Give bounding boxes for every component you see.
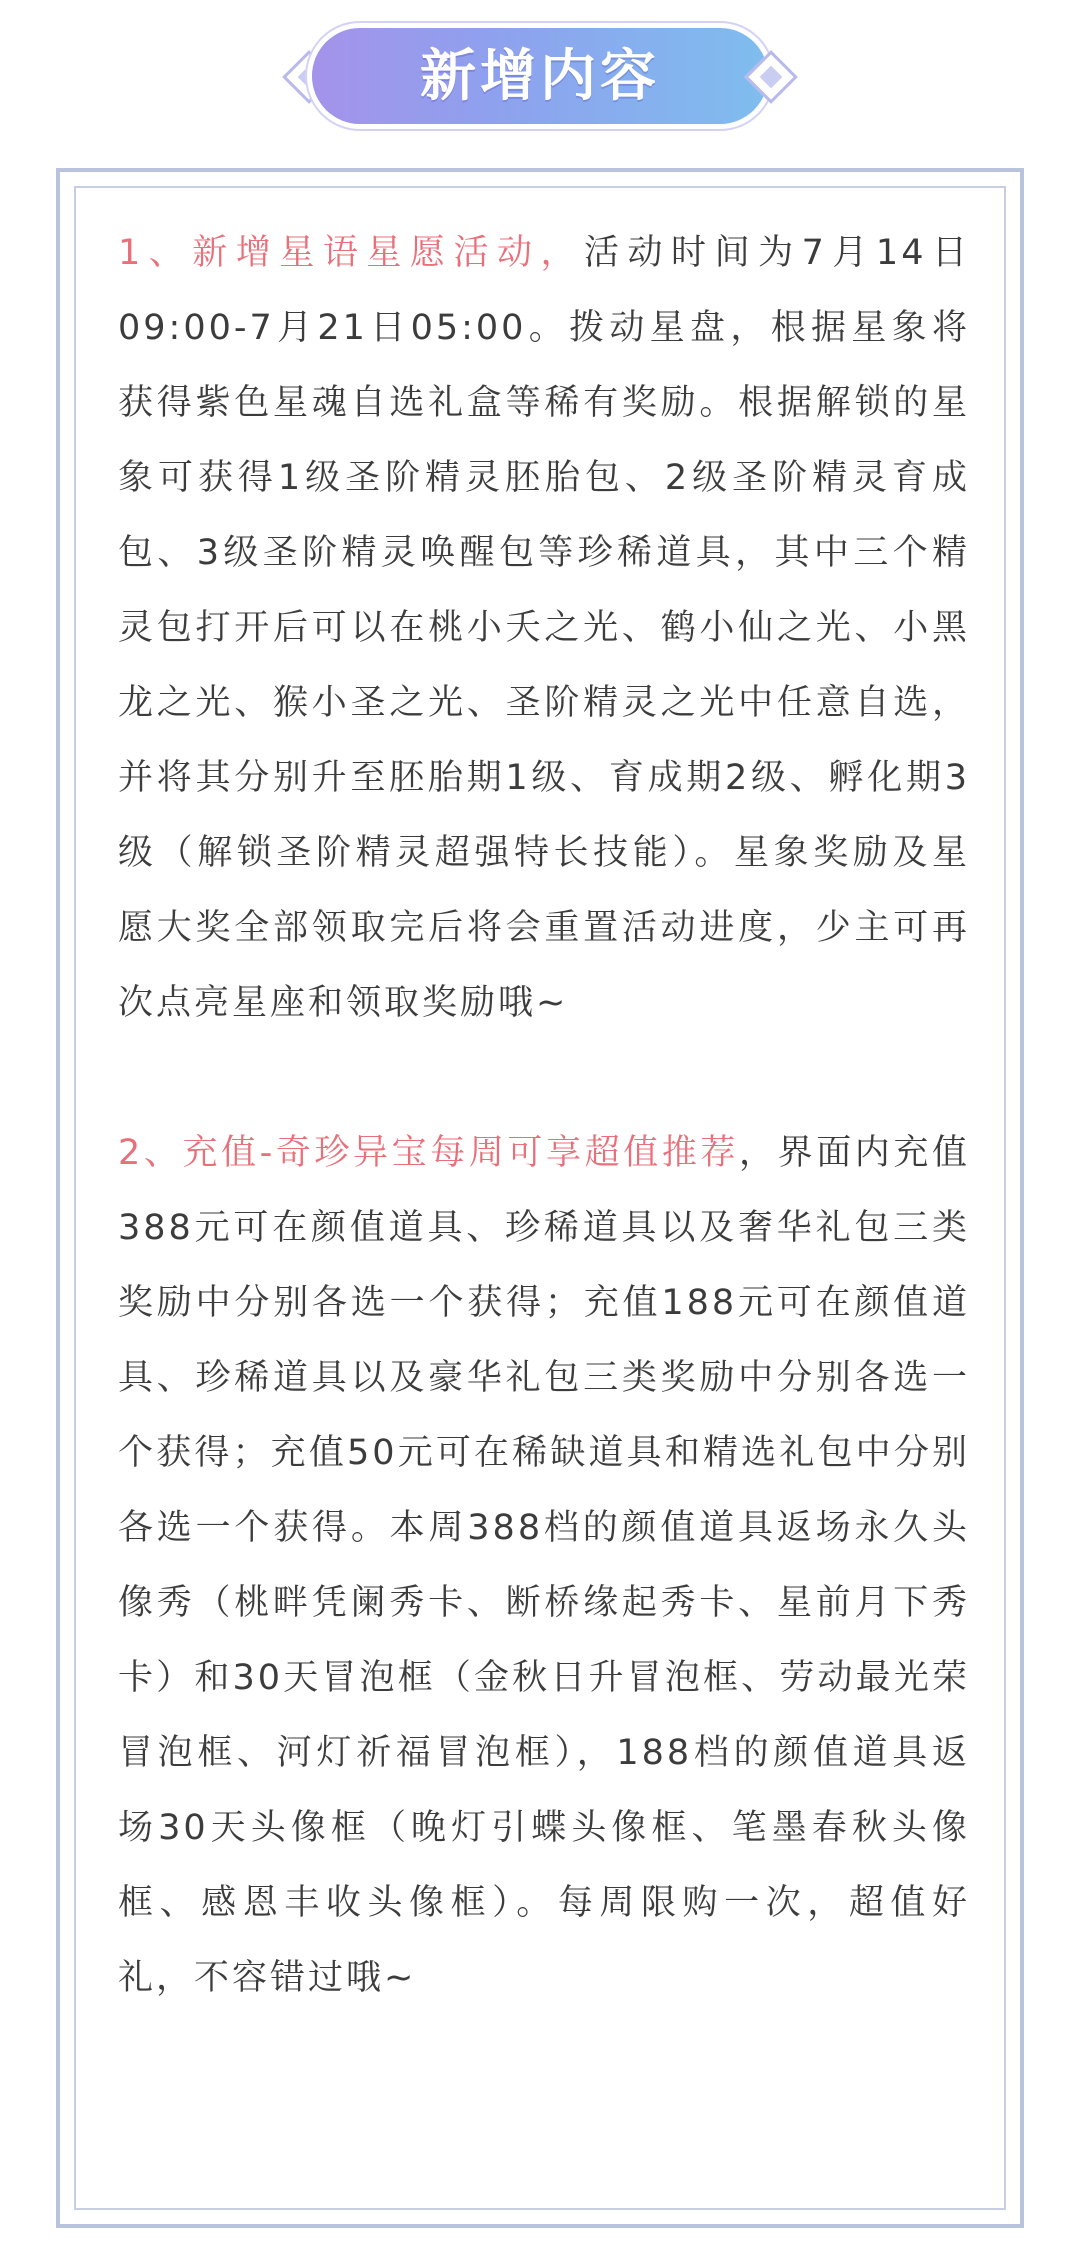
update-item-2: [118, 1116, 970, 2016]
update-item-1: [118, 216, 970, 1041]
page-title: 新增内容: [420, 43, 660, 109]
update-item-1-body: 活动时间为7月14日09:00-7月21日05:00。拨动星盘，根据星象将获得紫色星魂自选礼盒等稀有奖励。根据解锁的星象可获得1级圣阶精灵胚胎包、2级圣阶精灵育成包、3级圣阶精灵唤醒包等珍稀道具，其中三个精灵包打开后可以在桃小夭之光、鹤小仙之光、小黑龙之光、猴小圣之光、圣阶精灵之光中任意自选，并将其分别升至胚胎期1级、育成期2级、孵化期3级（解锁圣阶精灵超强特长技能）。星象奖励及星愿大奖全部领取完后将会重置活动进度，少主可再次点亮星座和领取奖励哦~: [118, 233, 970, 1023]
header-banner: [0, 28, 1080, 128]
title-ribbon: [312, 28, 768, 124]
update-item-1-heading: 1、新增星语星愿活动，: [118, 233, 585, 273]
content-body: [118, 216, 970, 2016]
update-item-2-body: ，界面内充值388元可在颜值道具、珍稀道具以及奢华礼包三类奖励中分别各选一个获得；充值188元可在颜值道具、珍稀道具以及豪华礼包三类奖励中分别各选一个获得；充值50元可在稀缺道具和精选礼包中分别各选一个获得。本周388档的颜值道具返场永久头像秀（桃畔凭阑秀卡、断桥缘起秀卡、星前月下秀卡）和30天冒泡框（金秋日升冒泡框、劳动最光荣冒泡框、河灯祈福冒泡框），188档的颜值道具返场30天头像框（晚灯引蝶头像框、笔墨春秋头像框、感恩丰收头像框）。每周限购一次，超值好礼，不容错过哦~: [118, 1133, 970, 1998]
update-item-2-heading: 2、充值-奇珍异宝每周可享超值推荐: [118, 1133, 740, 1173]
